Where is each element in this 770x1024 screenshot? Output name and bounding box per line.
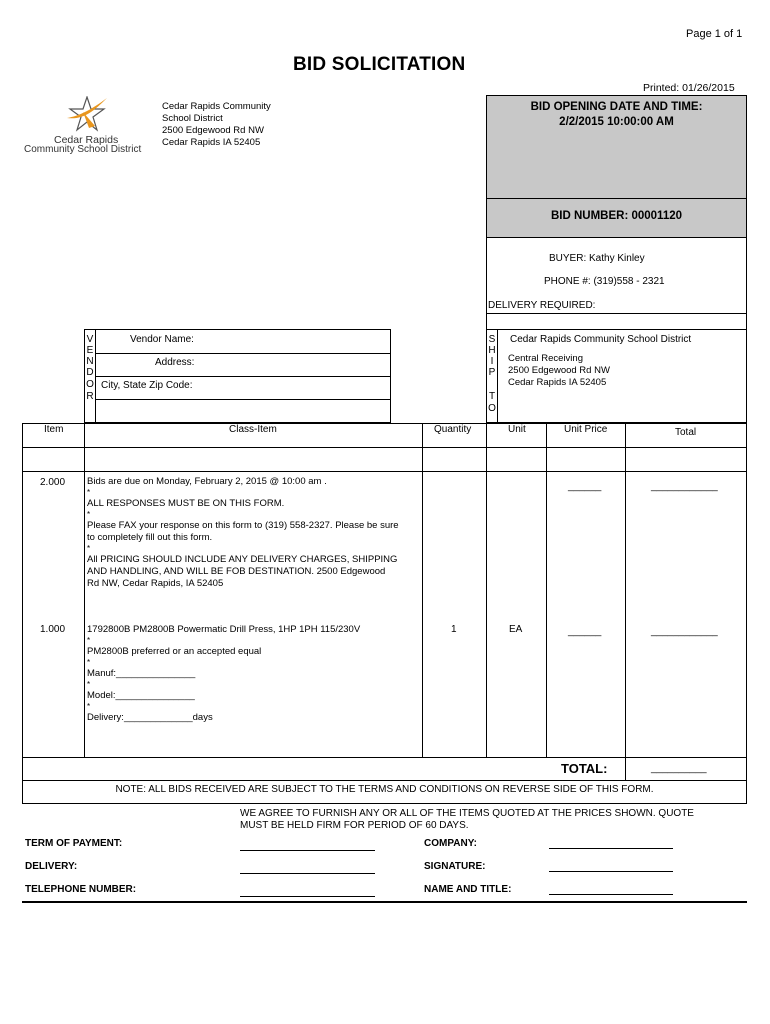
name-and-title-field[interactable] bbox=[549, 894, 673, 895]
vendor-city-label: City, State Zip Code: bbox=[101, 380, 193, 391]
row-description bbox=[87, 624, 421, 724]
ship-to-letter: P bbox=[488, 367, 496, 378]
logo-text-line2: Community School District bbox=[24, 144, 142, 155]
company-field[interactable] bbox=[549, 848, 673, 849]
row-description-line: Please FAX your response on this form to (319) 558-2327. Please be sure bbox=[87, 520, 399, 531]
vendor-letter: D bbox=[86, 367, 94, 378]
telephone-number-field[interactable] bbox=[240, 896, 375, 897]
delivery-label: DELIVERY: bbox=[25, 861, 78, 872]
telephone-number-label: TELEPHONE NUMBER: bbox=[25, 884, 137, 895]
row-description-line: * bbox=[87, 636, 91, 645]
row-description-line: * bbox=[87, 488, 91, 497]
name-and-title-label: NAME AND TITLE: bbox=[424, 884, 512, 895]
col-header-unit-price: Unit Price bbox=[564, 424, 608, 435]
vendor-name-field[interactable] bbox=[200, 331, 388, 351]
vendor-address-label: Address: bbox=[155, 357, 195, 368]
col-header-total: Total bbox=[675, 427, 697, 438]
row-description-line: ALL RESPONSES MUST BE ON THIS FORM. bbox=[87, 498, 285, 509]
ship-to-letter: S bbox=[488, 334, 496, 345]
row-description-line: * bbox=[87, 544, 91, 553]
row-item-number: 1.000 bbox=[40, 624, 66, 635]
grand-total-label: TOTAL: bbox=[561, 761, 608, 776]
buyer-box bbox=[486, 237, 747, 423]
col-header-item: Item bbox=[44, 424, 64, 435]
page-number: Page 1 of 1 bbox=[686, 28, 743, 40]
row-description-line: Rd NW, Cedar Rapids, IA 52405 bbox=[87, 578, 224, 589]
ship-to-letter: H bbox=[488, 345, 496, 356]
bid-opening-label: BID OPENING DATE AND TIME: bbox=[530, 101, 703, 113]
ship-to-letter: T bbox=[488, 391, 496, 402]
buyer-phone: PHONE #: (319)558 - 2321 bbox=[544, 276, 665, 287]
ship-to-address-line: Cedar Rapids IA 52405 bbox=[508, 377, 607, 388]
vendor-letter: R bbox=[86, 391, 94, 402]
ship-to-address bbox=[508, 353, 610, 389]
vendor-letter: E bbox=[86, 345, 94, 356]
row-unit: EA bbox=[509, 624, 523, 635]
vendor-extra-field[interactable] bbox=[97, 401, 389, 421]
row-description-line: * bbox=[87, 702, 91, 711]
row-item-number: 2.000 bbox=[40, 477, 66, 488]
col-header-class-item: Class-Item bbox=[229, 424, 277, 435]
row-description-line: * bbox=[87, 680, 91, 689]
agreement-text: WE AGREE TO FURNISH ANY OR ALL OF THE ITEMS QUOTED AT THE PRICES SHOWN. QUOTE MUST BE HELD FIRM FOR PERIOD OF 60 DAYS. bbox=[240, 808, 694, 831]
logo-text-line1: Cedar Rapids bbox=[54, 134, 119, 146]
ship-to-address-line: Central Receiving bbox=[508, 353, 583, 364]
district-address bbox=[162, 101, 271, 149]
district-address-line: School District bbox=[162, 113, 223, 124]
vendor-name-label: Vendor Name: bbox=[130, 334, 194, 345]
row-description-line: Bids are due on Monday, February 2, 2015 @ 10:00 am . bbox=[87, 476, 327, 487]
district-address-line: Cedar Rapids IA 52405 bbox=[162, 137, 261, 148]
row-description bbox=[87, 476, 421, 590]
ship-to-address-line: 2500 Edgewood Rd NW bbox=[508, 365, 610, 376]
signature-label: SIGNATURE: bbox=[424, 861, 486, 872]
ship-to-letter: O bbox=[488, 403, 496, 414]
term-of-payment-label: TERM OF PAYMENT: bbox=[25, 838, 123, 849]
row-description-line: All PRICING SHOULD INCLUDE ANY DELIVERY CHARGES, SHIPPING bbox=[87, 554, 398, 565]
row-quantity: 1 bbox=[451, 624, 457, 635]
row-description-line: Model:_______________ bbox=[87, 690, 195, 701]
row-total-blank[interactable]: ____________ bbox=[651, 626, 718, 637]
ship-to-name: Cedar Rapids Community School District bbox=[510, 334, 692, 345]
ship-to-letter: I bbox=[490, 356, 494, 367]
signature-field[interactable] bbox=[549, 871, 673, 872]
bid-opening-value: 2/2/2015 10:00:00 AM bbox=[559, 116, 674, 128]
col-header-quantity: Quantity bbox=[434, 424, 472, 435]
bid-number: BID NUMBER: 00001120 bbox=[550, 210, 683, 222]
delivery-field[interactable] bbox=[240, 873, 375, 874]
vendor-letter: O bbox=[86, 379, 94, 390]
vendor-address-field[interactable] bbox=[200, 355, 388, 375]
vendor-letter: N bbox=[86, 356, 94, 367]
row-unit-price-blank[interactable]: ______ bbox=[568, 626, 602, 637]
printed-date: Printed: 01/26/2015 bbox=[643, 82, 735, 94]
vendor-city-field[interactable] bbox=[200, 378, 388, 398]
col-header-unit: Unit bbox=[508, 424, 526, 435]
row-description-line: AND HANDLING, AND WILL BE FOB DESTINATION. 2500 Edgewood bbox=[87, 566, 386, 577]
buyer-name: BUYER: Kathy Kinley bbox=[549, 253, 645, 264]
row-description-line: PM2800B preferred or an accepted equal bbox=[87, 646, 262, 657]
row-description-line: 1792800B PM2800B Powermatic Drill Press, 1HP 1PH 115/230V bbox=[87, 624, 361, 635]
vendor-letter: V bbox=[86, 334, 94, 345]
company-label: COMPANY: bbox=[424, 838, 477, 849]
terms-note: NOTE: ALL BIDS RECEIVED ARE SUBJECT TO THE TERMS AND CONDITIONS ON REVERSE SIDE OF THIS FORM. bbox=[115, 784, 654, 795]
star-logo-icon bbox=[24, 96, 159, 136]
district-logo bbox=[24, 96, 159, 156]
row-total-blank[interactable]: ____________ bbox=[651, 481, 718, 492]
row-unit-price-blank[interactable]: ______ bbox=[568, 481, 602, 492]
row-description-line: * bbox=[87, 510, 91, 519]
delivery-required-label: DELIVERY REQUIRED: bbox=[488, 300, 596, 311]
term-of-payment-field[interactable] bbox=[240, 850, 375, 851]
row-description-line: to completely fill out this form. bbox=[87, 532, 213, 543]
footer-rule bbox=[22, 901, 747, 903]
row-description-line: * bbox=[87, 658, 91, 667]
grand-total-blank[interactable]: __________ bbox=[651, 763, 707, 774]
district-address-line: Cedar Rapids Community bbox=[162, 101, 271, 112]
page-title: BID SOLICITATION bbox=[293, 54, 466, 75]
row-description-line: Manuf:_______________ bbox=[87, 668, 196, 679]
row-description-line: Delivery:_____________days bbox=[87, 712, 213, 723]
district-address-line: 2500 Edgewood Rd NW bbox=[162, 125, 264, 136]
